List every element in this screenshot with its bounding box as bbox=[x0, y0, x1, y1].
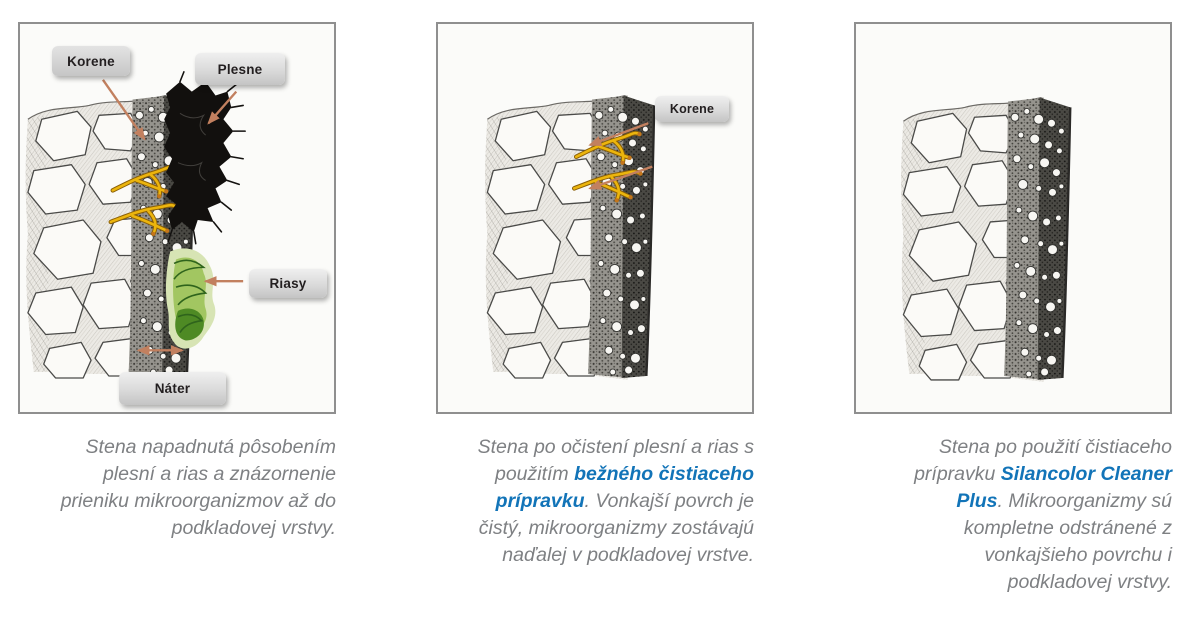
label-korene bbox=[52, 46, 130, 76]
wall-illustration-cleaned-standard bbox=[438, 24, 752, 412]
label-korene bbox=[655, 96, 729, 122]
caption-3-suffix: . Mikroorganizmy sú kompletne odstránené z vonkajšieho povrchu i podkladovej vrstvy. bbox=[963, 489, 1172, 593]
algae-growth bbox=[166, 248, 215, 348]
caption-3-prefix: Stena po použití čistiaceho prípravku bbox=[914, 436, 1172, 485]
label-korene-text: Korene bbox=[67, 53, 115, 69]
caption-2-prefix: Stena po očistení plesní a rias s použitím bbox=[477, 436, 754, 485]
panel-cleaned-silancolor bbox=[854, 22, 1172, 414]
panel-cleaned-standard bbox=[436, 22, 754, 414]
caption-2-highlight: bežného čistiaceho prípravku bbox=[495, 462, 754, 512]
label-riasy-text: Riasy bbox=[269, 276, 307, 291]
caption-panel-3 bbox=[892, 434, 1172, 595]
label-riasy bbox=[249, 269, 327, 298]
label-plesne-text: Plesne bbox=[217, 61, 263, 77]
caption-panel-2 bbox=[474, 434, 754, 569]
wall-illustration-infested bbox=[20, 24, 334, 412]
label-nater bbox=[119, 372, 226, 405]
caption-2-suffix: . Vonkajší povrch je čistý, mikroorganizmy zostávajú naďalej v podkladovej vrstve. bbox=[478, 489, 754, 566]
label-nater-text: Náter bbox=[154, 381, 191, 396]
label-plesne bbox=[195, 53, 285, 85]
caption-1-prefix: Stena napadnutá pôsobením plesní a rias a znázornenie prieniku mikroorganizmov až do podkladovej vrstvy. bbox=[60, 436, 336, 539]
panel-infested-wall bbox=[18, 22, 336, 414]
label-korene-text: Korene bbox=[669, 102, 715, 116]
caption-3-highlight: Silancolor Cleaner Plus bbox=[956, 462, 1172, 512]
wall-illustration-clean bbox=[856, 24, 1170, 412]
caption-panel-1 bbox=[56, 434, 336, 542]
